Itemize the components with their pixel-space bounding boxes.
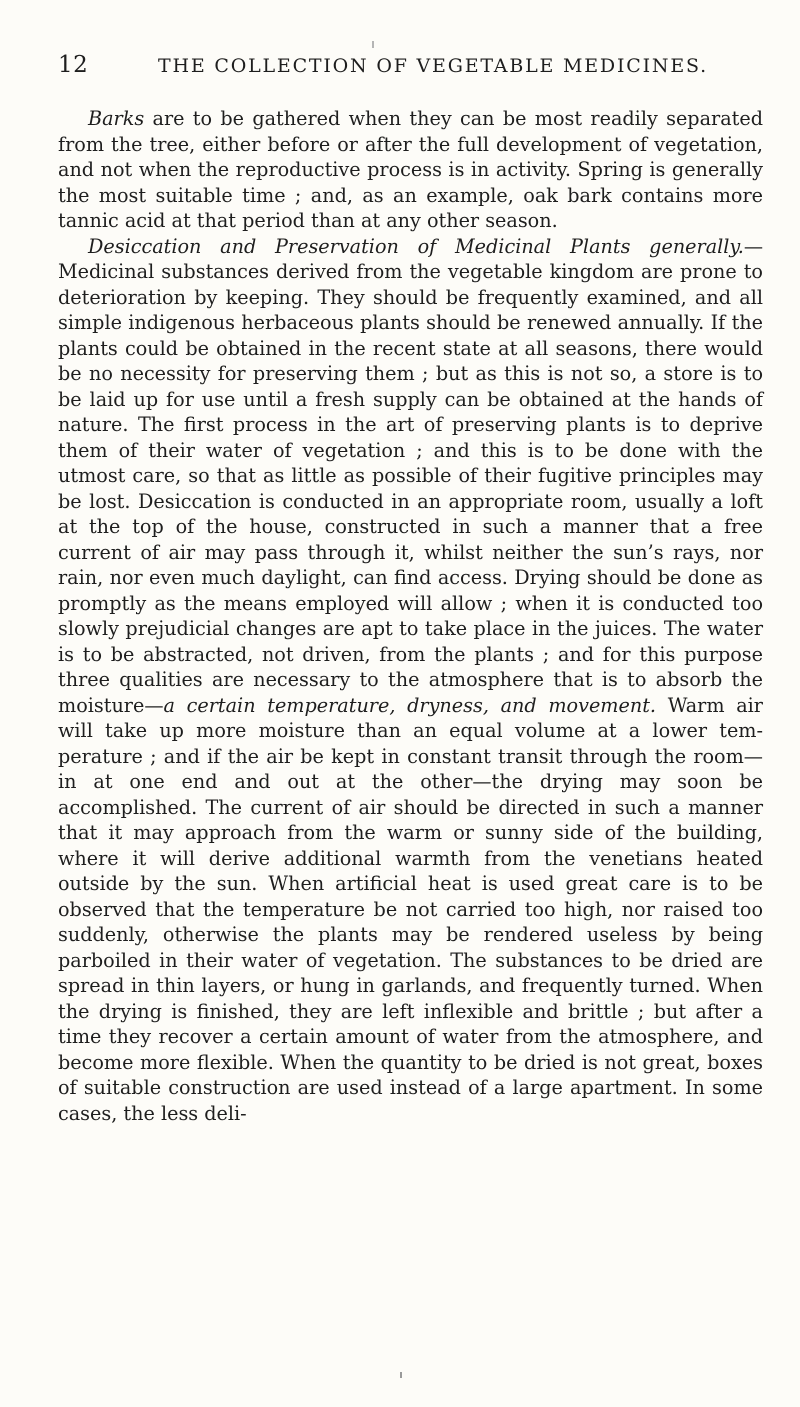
paragraph-text: —Medicinal substances derived from the vegetable kingdom are prone to deterioration by keeping. They should be frequently examined, and all simple indigenous herbaceous plants should be renewed annually. If the plants could be obtained in the recent state at all seasons, there would be no necessity for preserving them ; but as this is not so, a store is to be laid up for use until a fresh supply can be obtained at the hands of nature. The first process in the art of preserving plants is to deprive them of their water of vegetation ; and this is to be done with the utmost care, so that as little as possible of their fugitive principles may be lost. Desiccation is conducted in an appropriate room, usually a loft at the top of the house, constructed in such a manner that a free current of air may pass through it, whilst neither the sun’s rays, nor rain, nor even much daylight, can find access. Drying should be done as promptly as the means employed will allow ; when it is conducted too slowly prejudicial changes are apt to take place in the juices. The water is to be abstracted, not driven, from the plants ; and for this purpose three qualities are necessary to the atmosphere that is to absorb the moisture— — [58, 234, 763, 717]
paragraph-desiccation — [58, 234, 763, 1127]
paragraph-heading: Desiccation and Preservation of Medicinal Plants generally. — [88, 234, 744, 258]
paragraph-heading: Barks — [88, 107, 145, 130]
running-head: THE COLLECTION OF VEGETABLE MEDICINES. — [158, 55, 708, 77]
page-header — [58, 52, 762, 86]
paragraph-barks — [58, 106, 763, 234]
paragraph-text-continued: Warm air will take up more moisture than an equal volume at a lower temperature ; and if the air be kept in constant transit through the room—in at one end and out at the other—the drying may soon be accomplished. The current of air should be directed in such a manner that it may approach from the warm or sunny side of the building, where it will derive additional warmth from the venetians heated outside by the sun. When artificial heat is used great care is to be observed that the temperature be not carried too high, nor raised too suddenly, otherwise the plants may be rendered useless by being parboiled in their water of vegetation. The substances to be dried are spread in thin layers, or hung in garlands, and frequently turned. When the drying is finished, they are left inflexible and brittle ; but after a time they recover a certain amount of water from the atmosphere, and become more flexible. When the quantity to be dried is not great, boxes of suitable construction are used instead of a large apartment. In some cases, the less deli- — [58, 693, 763, 1125]
print-speck — [372, 41, 374, 48]
body-text — [58, 106, 763, 1126]
page-number: 12 — [58, 52, 89, 78]
paragraph-text: are to be gathered when they can be most readily separated from the tree, either before or after the full development of vegetation, and not when the reproductive process is in activity. Spring is generally the most suitable time ; and, as an example, oak bark contains more tannic acid at that period than at any other season. — [58, 107, 763, 232]
print-speck — [400, 1372, 402, 1378]
emphasis-text: a certain temperature, dryness, and movement. — [163, 693, 657, 717]
